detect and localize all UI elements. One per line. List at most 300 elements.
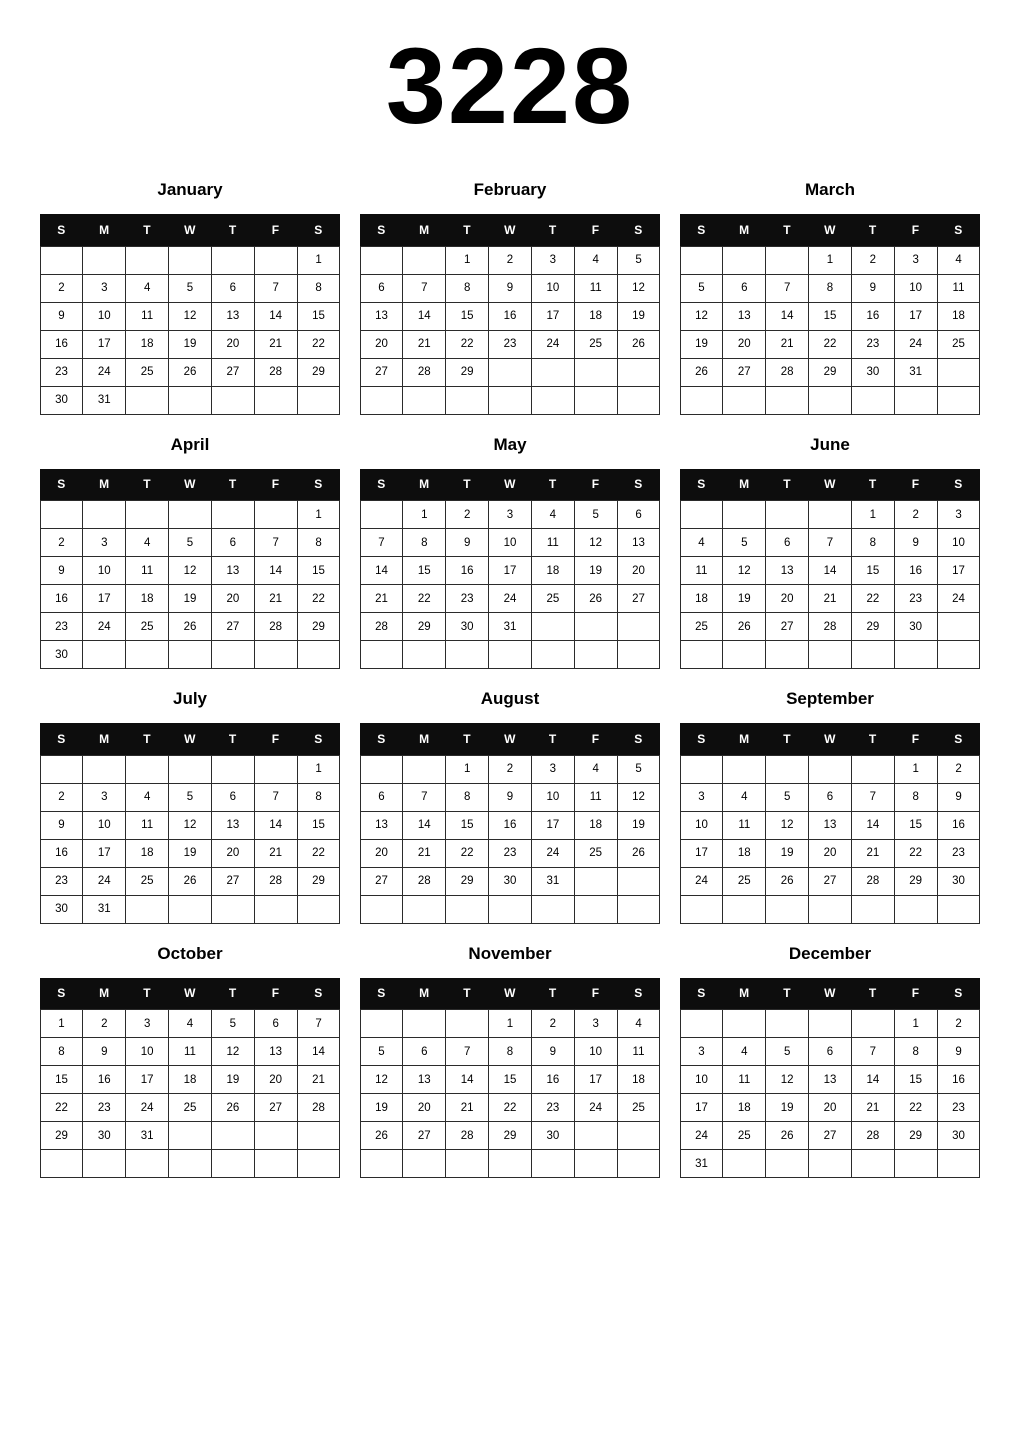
day-cell[interactable]: 8 [403,529,446,557]
day-cell[interactable]: 7 [403,783,446,811]
day-cell[interactable]: 1 [297,755,340,783]
day-cell[interactable]: 25 [531,585,574,613]
day-cell[interactable]: 23 [83,1094,126,1122]
day-cell[interactable]: 30 [40,641,83,669]
day-cell[interactable]: 13 [403,1066,446,1094]
day-cell[interactable]: 11 [126,302,169,330]
day-cell[interactable]: 30 [937,1122,980,1150]
day-cell[interactable]: 20 [211,585,254,613]
day-cell[interactable]: 15 [446,811,489,839]
day-cell[interactable]: 7 [297,1010,340,1038]
day-cell[interactable]: 4 [574,246,617,274]
day-cell[interactable]: 29 [489,1122,532,1150]
day-cell[interactable]: 30 [851,358,894,386]
day-cell[interactable]: 16 [937,1066,980,1094]
day-cell[interactable]: 23 [489,839,532,867]
day-cell[interactable]: 9 [40,302,83,330]
day-cell[interactable]: 9 [937,783,980,811]
day-cell[interactable]: 20 [809,1094,852,1122]
day-cell[interactable]: 5 [723,529,766,557]
day-cell[interactable]: 4 [680,529,723,557]
day-cell[interactable]: 22 [446,839,489,867]
day-cell[interactable]: 4 [574,755,617,783]
day-cell[interactable]: 13 [211,811,254,839]
day-cell[interactable]: 3 [574,1010,617,1038]
day-cell[interactable]: 21 [446,1094,489,1122]
day-cell[interactable]: 27 [211,613,254,641]
day-cell[interactable]: 3 [531,246,574,274]
day-cell[interactable]: 14 [360,557,403,585]
day-cell[interactable]: 20 [723,330,766,358]
day-cell[interactable]: 3 [489,501,532,529]
day-cell[interactable]: 23 [489,330,532,358]
day-cell[interactable]: 13 [360,811,403,839]
day-cell[interactable]: 29 [894,1122,937,1150]
day-cell[interactable]: 25 [126,358,169,386]
day-cell[interactable]: 9 [531,1038,574,1066]
day-cell[interactable]: 15 [446,302,489,330]
day-cell[interactable]: 27 [360,867,403,895]
day-cell[interactable]: 17 [680,1094,723,1122]
day-cell[interactable]: 29 [403,613,446,641]
day-cell[interactable]: 3 [83,529,126,557]
day-cell[interactable]: 5 [169,274,212,302]
day-cell[interactable]: 16 [83,1066,126,1094]
day-cell[interactable]: 14 [254,557,297,585]
day-cell[interactable]: 10 [531,274,574,302]
day-cell[interactable]: 28 [254,358,297,386]
day-cell[interactable]: 1 [851,501,894,529]
day-cell[interactable]: 7 [809,529,852,557]
day-cell[interactable]: 28 [851,867,894,895]
day-cell[interactable]: 9 [83,1038,126,1066]
day-cell[interactable]: 30 [40,386,83,414]
day-cell[interactable]: 1 [489,1010,532,1038]
day-cell[interactable]: 12 [211,1038,254,1066]
day-cell[interactable]: 22 [894,1094,937,1122]
day-cell[interactable]: 26 [169,613,212,641]
day-cell[interactable]: 31 [489,613,532,641]
day-cell[interactable]: 3 [680,1038,723,1066]
day-cell[interactable]: 4 [723,783,766,811]
day-cell[interactable]: 2 [40,274,83,302]
day-cell[interactable]: 1 [894,1010,937,1038]
day-cell[interactable]: 17 [894,302,937,330]
day-cell[interactable]: 23 [40,613,83,641]
day-cell[interactable]: 19 [169,585,212,613]
day-cell[interactable]: 10 [126,1038,169,1066]
day-cell[interactable]: 11 [126,811,169,839]
day-cell[interactable]: 8 [851,529,894,557]
day-cell[interactable]: 24 [894,330,937,358]
day-cell[interactable]: 2 [40,529,83,557]
day-cell[interactable]: 17 [83,839,126,867]
day-cell[interactable]: 14 [403,302,446,330]
day-cell[interactable]: 19 [766,1094,809,1122]
day-cell[interactable]: 16 [446,557,489,585]
day-cell[interactable]: 12 [169,302,212,330]
day-cell[interactable]: 26 [617,330,660,358]
day-cell[interactable]: 11 [680,557,723,585]
day-cell[interactable]: 26 [766,867,809,895]
day-cell[interactable]: 20 [766,585,809,613]
day-cell[interactable]: 27 [809,867,852,895]
day-cell[interactable]: 16 [894,557,937,585]
day-cell[interactable]: 4 [169,1010,212,1038]
day-cell[interactable]: 29 [446,867,489,895]
day-cell[interactable]: 26 [574,585,617,613]
day-cell[interactable]: 19 [766,839,809,867]
day-cell[interactable]: 27 [766,613,809,641]
day-cell[interactable]: 1 [40,1010,83,1038]
day-cell[interactable]: 24 [489,585,532,613]
day-cell[interactable]: 18 [531,557,574,585]
day-cell[interactable]: 19 [723,585,766,613]
day-cell[interactable]: 4 [531,501,574,529]
day-cell[interactable]: 22 [297,330,340,358]
day-cell[interactable]: 5 [680,274,723,302]
day-cell[interactable]: 17 [83,585,126,613]
day-cell[interactable]: 24 [680,1122,723,1150]
day-cell[interactable]: 12 [617,783,660,811]
day-cell[interactable]: 8 [894,783,937,811]
day-cell[interactable]: 10 [489,529,532,557]
day-cell[interactable]: 31 [680,1150,723,1178]
day-cell[interactable]: 24 [83,613,126,641]
day-cell[interactable]: 15 [403,557,446,585]
day-cell[interactable]: 6 [254,1010,297,1038]
day-cell[interactable]: 2 [894,501,937,529]
day-cell[interactable]: 30 [446,613,489,641]
day-cell[interactable]: 13 [211,302,254,330]
day-cell[interactable]: 13 [211,557,254,585]
day-cell[interactable]: 18 [937,302,980,330]
day-cell[interactable]: 21 [403,839,446,867]
day-cell[interactable]: 11 [531,529,574,557]
day-cell[interactable]: 29 [297,613,340,641]
day-cell[interactable]: 17 [489,557,532,585]
day-cell[interactable]: 19 [574,557,617,585]
day-cell[interactable]: 9 [40,557,83,585]
day-cell[interactable]: 5 [617,755,660,783]
day-cell[interactable]: 5 [766,1038,809,1066]
day-cell[interactable]: 20 [360,839,403,867]
day-cell[interactable]: 28 [254,867,297,895]
day-cell[interactable]: 16 [40,585,83,613]
day-cell[interactable]: 22 [403,585,446,613]
day-cell[interactable]: 15 [894,811,937,839]
day-cell[interactable]: 26 [360,1122,403,1150]
day-cell[interactable]: 9 [851,274,894,302]
day-cell[interactable]: 1 [297,501,340,529]
day-cell[interactable]: 3 [126,1010,169,1038]
day-cell[interactable]: 6 [809,783,852,811]
day-cell[interactable]: 29 [446,358,489,386]
day-cell[interactable]: 10 [680,811,723,839]
day-cell[interactable]: 6 [766,529,809,557]
day-cell[interactable]: 11 [617,1038,660,1066]
day-cell[interactable]: 17 [937,557,980,585]
day-cell[interactable]: 15 [297,302,340,330]
day-cell[interactable]: 10 [574,1038,617,1066]
day-cell[interactable]: 22 [446,330,489,358]
day-cell[interactable]: 31 [83,895,126,923]
day-cell[interactable]: 27 [617,585,660,613]
day-cell[interactable]: 23 [851,330,894,358]
day-cell[interactable]: 22 [40,1094,83,1122]
day-cell[interactable]: 15 [40,1066,83,1094]
day-cell[interactable]: 17 [680,839,723,867]
day-cell[interactable]: 31 [83,386,126,414]
day-cell[interactable]: 13 [809,811,852,839]
day-cell[interactable]: 30 [83,1122,126,1150]
day-cell[interactable]: 18 [680,585,723,613]
day-cell[interactable]: 17 [83,330,126,358]
day-cell[interactable]: 22 [297,839,340,867]
day-cell[interactable]: 28 [403,358,446,386]
day-cell[interactable]: 11 [169,1038,212,1066]
day-cell[interactable]: 1 [809,246,852,274]
day-cell[interactable]: 16 [40,839,83,867]
day-cell[interactable]: 17 [126,1066,169,1094]
day-cell[interactable]: 25 [126,867,169,895]
day-cell[interactable]: 14 [254,811,297,839]
day-cell[interactable]: 25 [617,1094,660,1122]
day-cell[interactable]: 23 [531,1094,574,1122]
day-cell[interactable]: 21 [851,839,894,867]
day-cell[interactable]: 1 [446,755,489,783]
day-cell[interactable]: 18 [126,839,169,867]
day-cell[interactable]: 11 [126,557,169,585]
day-cell[interactable]: 18 [723,1094,766,1122]
day-cell[interactable]: 27 [403,1122,446,1150]
day-cell[interactable]: 2 [851,246,894,274]
day-cell[interactable]: 3 [83,274,126,302]
day-cell[interactable]: 10 [83,302,126,330]
day-cell[interactable]: 21 [360,585,403,613]
day-cell[interactable]: 28 [446,1122,489,1150]
day-cell[interactable]: 1 [446,246,489,274]
day-cell[interactable]: 25 [126,613,169,641]
day-cell[interactable]: 1 [297,246,340,274]
day-cell[interactable]: 14 [446,1066,489,1094]
day-cell[interactable]: 15 [297,557,340,585]
day-cell[interactable]: 31 [894,358,937,386]
day-cell[interactable]: 7 [446,1038,489,1066]
day-cell[interactable]: 15 [489,1066,532,1094]
day-cell[interactable]: 12 [169,811,212,839]
day-cell[interactable]: 13 [809,1066,852,1094]
day-cell[interactable]: 19 [617,302,660,330]
day-cell[interactable]: 5 [766,783,809,811]
day-cell[interactable]: 7 [360,529,403,557]
day-cell[interactable]: 26 [211,1094,254,1122]
day-cell[interactable]: 3 [894,246,937,274]
day-cell[interactable]: 10 [894,274,937,302]
day-cell[interactable]: 8 [297,529,340,557]
day-cell[interactable]: 17 [574,1066,617,1094]
day-cell[interactable]: 20 [254,1066,297,1094]
day-cell[interactable]: 4 [126,783,169,811]
day-cell[interactable]: 12 [766,811,809,839]
day-cell[interactable]: 27 [360,358,403,386]
day-cell[interactable]: 19 [617,811,660,839]
day-cell[interactable]: 10 [83,811,126,839]
day-cell[interactable]: 21 [809,585,852,613]
day-cell[interactable]: 2 [489,246,532,274]
day-cell[interactable]: 9 [489,274,532,302]
day-cell[interactable]: 24 [680,867,723,895]
day-cell[interactable]: 28 [360,613,403,641]
day-cell[interactable]: 25 [723,867,766,895]
day-cell[interactable]: 21 [254,330,297,358]
day-cell[interactable]: 12 [360,1066,403,1094]
day-cell[interactable]: 23 [40,867,83,895]
day-cell[interactable]: 13 [617,529,660,557]
day-cell[interactable]: 5 [574,501,617,529]
day-cell[interactable]: 18 [723,839,766,867]
day-cell[interactable]: 15 [297,811,340,839]
day-cell[interactable]: 5 [169,783,212,811]
day-cell[interactable]: 6 [723,274,766,302]
day-cell[interactable]: 12 [766,1066,809,1094]
day-cell[interactable]: 10 [680,1066,723,1094]
day-cell[interactable]: 19 [169,839,212,867]
day-cell[interactable]: 6 [211,529,254,557]
day-cell[interactable]: 7 [254,529,297,557]
day-cell[interactable]: 12 [169,557,212,585]
day-cell[interactable]: 12 [574,529,617,557]
day-cell[interactable]: 22 [894,839,937,867]
day-cell[interactable]: 25 [937,330,980,358]
day-cell[interactable]: 29 [297,358,340,386]
day-cell[interactable]: 6 [211,783,254,811]
day-cell[interactable]: 26 [169,358,212,386]
day-cell[interactable]: 24 [126,1094,169,1122]
day-cell[interactable]: 5 [169,529,212,557]
day-cell[interactable]: 22 [489,1094,532,1122]
day-cell[interactable]: 20 [211,330,254,358]
day-cell[interactable]: 3 [680,783,723,811]
day-cell[interactable]: 8 [489,1038,532,1066]
day-cell[interactable]: 20 [403,1094,446,1122]
day-cell[interactable]: 8 [297,274,340,302]
day-cell[interactable]: 6 [211,274,254,302]
day-cell[interactable]: 23 [40,358,83,386]
day-cell[interactable]: 28 [403,867,446,895]
day-cell[interactable]: 22 [809,330,852,358]
day-cell[interactable]: 13 [723,302,766,330]
day-cell[interactable]: 17 [531,811,574,839]
day-cell[interactable]: 18 [617,1066,660,1094]
day-cell[interactable]: 14 [851,811,894,839]
day-cell[interactable]: 14 [403,811,446,839]
day-cell[interactable]: 4 [723,1038,766,1066]
day-cell[interactable]: 7 [254,274,297,302]
day-cell[interactable]: 7 [851,783,894,811]
day-cell[interactable]: 25 [680,613,723,641]
day-cell[interactable]: 6 [809,1038,852,1066]
day-cell[interactable]: 10 [531,783,574,811]
day-cell[interactable]: 16 [531,1066,574,1094]
day-cell[interactable]: 28 [254,613,297,641]
day-cell[interactable]: 1 [403,501,446,529]
day-cell[interactable]: 26 [680,358,723,386]
day-cell[interactable]: 29 [297,867,340,895]
day-cell[interactable]: 19 [211,1066,254,1094]
day-cell[interactable]: 4 [937,246,980,274]
day-cell[interactable]: 28 [851,1122,894,1150]
day-cell[interactable]: 8 [809,274,852,302]
day-cell[interactable]: 14 [851,1066,894,1094]
day-cell[interactable]: 7 [766,274,809,302]
day-cell[interactable]: 30 [40,895,83,923]
day-cell[interactable]: 18 [574,302,617,330]
day-cell[interactable]: 14 [297,1038,340,1066]
day-cell[interactable]: 16 [40,330,83,358]
day-cell[interactable]: 2 [937,1010,980,1038]
day-cell[interactable]: 28 [809,613,852,641]
day-cell[interactable]: 24 [531,839,574,867]
day-cell[interactable]: 6 [360,783,403,811]
day-cell[interactable]: 15 [809,302,852,330]
day-cell[interactable]: 18 [169,1066,212,1094]
day-cell[interactable]: 6 [403,1038,446,1066]
day-cell[interactable]: 3 [531,755,574,783]
day-cell[interactable]: 29 [851,613,894,641]
day-cell[interactable]: 12 [680,302,723,330]
day-cell[interactable]: 4 [617,1010,660,1038]
day-cell[interactable]: 9 [937,1038,980,1066]
day-cell[interactable]: 17 [531,302,574,330]
day-cell[interactable]: 2 [40,783,83,811]
day-cell[interactable]: 15 [894,1066,937,1094]
day-cell[interactable]: 14 [809,557,852,585]
day-cell[interactable]: 26 [723,613,766,641]
day-cell[interactable]: 29 [894,867,937,895]
day-cell[interactable]: 19 [360,1094,403,1122]
day-cell[interactable]: 9 [894,529,937,557]
day-cell[interactable]: 21 [254,585,297,613]
day-cell[interactable]: 25 [574,330,617,358]
day-cell[interactable]: 13 [360,302,403,330]
day-cell[interactable]: 18 [126,585,169,613]
day-cell[interactable]: 21 [851,1094,894,1122]
day-cell[interactable]: 4 [126,274,169,302]
day-cell[interactable]: 11 [574,274,617,302]
day-cell[interactable]: 23 [937,839,980,867]
day-cell[interactable]: 12 [723,557,766,585]
day-cell[interactable]: 27 [211,358,254,386]
day-cell[interactable]: 27 [723,358,766,386]
day-cell[interactable]: 2 [83,1010,126,1038]
day-cell[interactable]: 11 [574,783,617,811]
day-cell[interactable]: 21 [403,330,446,358]
day-cell[interactable]: 25 [723,1122,766,1150]
day-cell[interactable]: 7 [254,783,297,811]
day-cell[interactable]: 25 [169,1094,212,1122]
day-cell[interactable]: 27 [809,1122,852,1150]
day-cell[interactable]: 20 [211,839,254,867]
day-cell[interactable]: 8 [297,783,340,811]
day-cell[interactable]: 15 [851,557,894,585]
day-cell[interactable]: 24 [531,330,574,358]
day-cell[interactable]: 5 [360,1038,403,1066]
day-cell[interactable]: 26 [766,1122,809,1150]
day-cell[interactable]: 16 [851,302,894,330]
day-cell[interactable]: 31 [531,867,574,895]
day-cell[interactable]: 20 [617,557,660,585]
